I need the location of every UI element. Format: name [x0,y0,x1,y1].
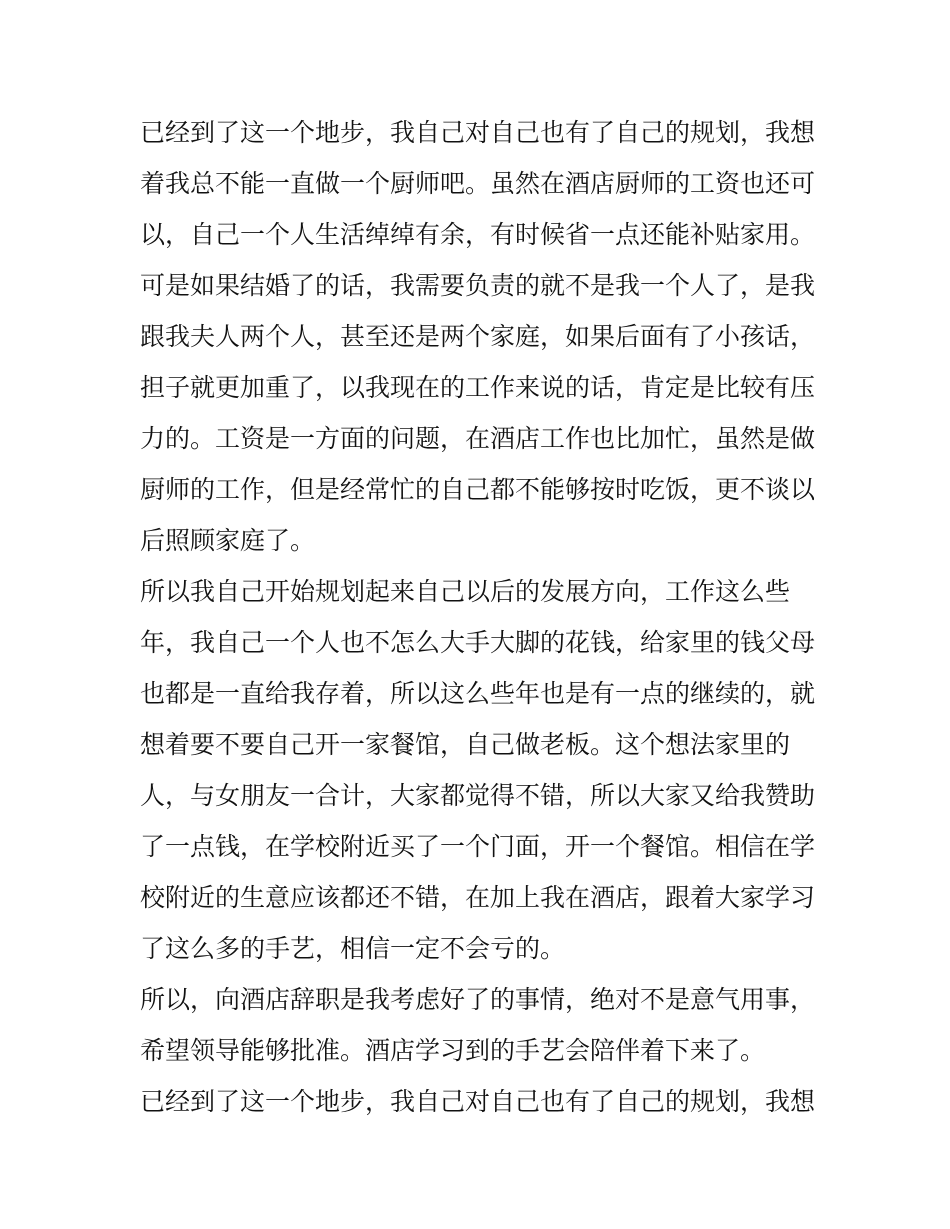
text-line: 担子就更加重了，以我现在的工作来说的话，肯定是比较有压 [140,373,816,402]
text-line: 以，自己一个人生活绰绰有余，有时候省一点还能补贴家用。 [140,220,816,249]
text-line: 人，与女朋友一合计，大家都觉得不错，所以大家又给我赞助 [140,781,816,810]
text-line: 想着要不要自己开一家餐馆，自己做老板。这个想法家里的 [140,730,791,759]
text-line: 希望领导能够批准。酒店学习到的手艺会陪伴着下来了。 [140,1036,766,1065]
body-text [140,107,830,1127]
text-line: 校附近的生意应该都还不错，在加上我在酒店，跟着大家学习 [140,883,816,912]
text-line: 了这么多的手艺，相信一定不会亏的。 [140,934,566,963]
text-line: 后照顾家庭了。 [140,526,316,555]
text-line: 年，我自己一个人也不怎么大手大脚的花钱，给家里的钱父母 [140,628,816,657]
text-line: 所以我自己开始规划起来自己以后的发展方向，工作这么些 [140,577,791,606]
text-line: 力的。工资是一方面的问题，在酒店工作也比加忙，虽然是做 [140,424,816,453]
text-line: 已经到了这一个地步，我自己对自己也有了自己的规划，我想 [140,1087,816,1116]
text-line: 所以，向酒店辞职是我考虑好了的事情，绝对不是意气用事， [140,985,816,1014]
text-line: 已经到了这一个地步，我自己对自己也有了自己的规划，我想 [140,118,816,147]
text-line: 也都是一直给我存着，所以这么些年也是有一点的继续的，就 [140,679,816,708]
text-line: 厨师的工作，但是经常忙的自己都不能够按时吃饭，更不谈以 [140,475,816,504]
text-line: 了一点钱，在学校附近买了一个门面，开一个餐馆。相信在学 [140,832,816,861]
text-line: 可是如果结婚了的话，我需要负责的就不是我一个人了，是我 [140,271,816,300]
text-line: 着我总不能一直做一个厨师吧。虽然在酒店厨师的工资也还可 [140,169,816,198]
text-line: 跟我夫人两个人，甚至还是两个家庭，如果后面有了小孩话， [140,322,816,351]
